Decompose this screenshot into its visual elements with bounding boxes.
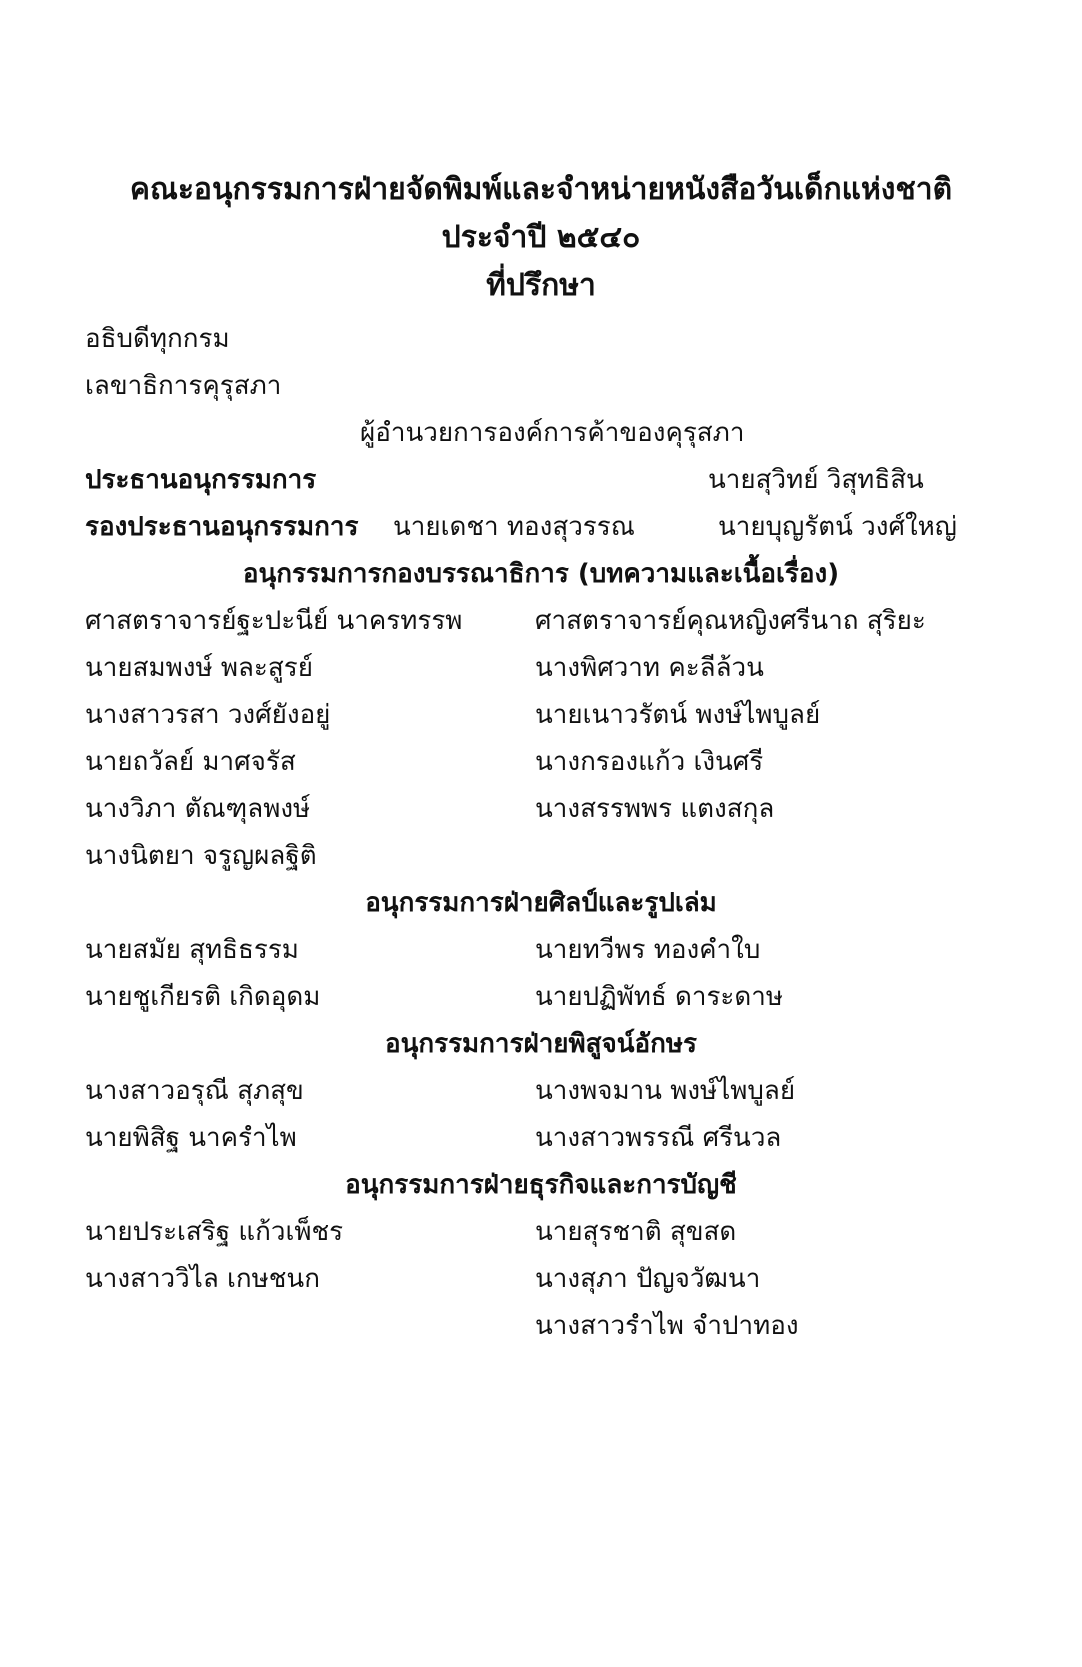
member-name: นางสาวรำไพ จำปาทอง [535, 1311, 799, 1341]
member-name: นายพิสิฐ นาครำไพ [85, 1123, 297, 1153]
member-name: ศาสตราจารย์คุณหญิงศรีนาถ สุริยะ [535, 606, 926, 636]
advisor-item: ผู้อำนวยการองค์การค้าของคุรุสภา [360, 418, 745, 448]
member-name: นางสุภา ปัญจวัฒนา [535, 1264, 761, 1294]
section-heading: อนุกรรมการฝ่ายพิสูจน์อักษร [384, 1029, 698, 1059]
member-name: นางวิภา ตัณฑุลพงษ์ [85, 794, 311, 824]
member-name: นายถวัลย์ มาศจรัส [85, 747, 296, 777]
member-name: นางสาวอรุณี สุภสุข [85, 1076, 304, 1106]
vice-chair-label: รองประธานอนุกรรมการ [85, 512, 359, 542]
section-heading: อนุกรรมการฝ่ายศิลป์และรูปเล่ม [365, 888, 717, 918]
section-heading: อนุกรรมการฝ่ายธุรกิจและการบัญชี [345, 1170, 737, 1200]
advisors-heading: ที่ปรึกษา [486, 268, 596, 303]
member-name: นางนิตยา จรูญผลฐิติ [85, 841, 317, 871]
advisor-item: อธิบดีทุกกรม [85, 324, 230, 354]
chair-name: นายสุวิทย์ วิสุทธิสิน [708, 465, 924, 495]
member-name: นางสาวรสา วงศ์ยังอยู่ [85, 700, 331, 730]
document-year: ประจำปี ๒๕๔๐ [441, 220, 641, 255]
member-name: นายเนาวรัตน์ พงษ์ไพบูลย์ [535, 700, 821, 730]
document-title: คณะอนุกรรมการฝ่ายจัดพิมพ์และจำหน่ายหนังสือวันเด็กแห่งชาติ [129, 172, 953, 207]
member-name: นายประเสริฐ แก้วเพ็ชร [85, 1217, 344, 1247]
vice-chair-name: นายเดชา ทองสุวรรณ [393, 512, 635, 542]
member-name: นายปฏิพัทธ์ ดาระดาษ [535, 982, 784, 1012]
member-name: นายสมพงษ์ พละสูรย์ [85, 653, 313, 683]
member-name: นายชูเกียรติ เกิดอุดม [85, 982, 321, 1012]
chair-label: ประธานอนุกรรมการ [85, 465, 317, 495]
member-name: นายสมัย สุทธิธรรม [85, 935, 299, 965]
member-name: นางพจมาน พงษ์ไพบูลย์ [535, 1076, 796, 1106]
section-heading: อนุกรรมการกองบรรณาธิการ (บทความและเนื้อเรื่อง) [242, 559, 840, 589]
member-name: นางพิศวาท คะลีล้วน [535, 653, 764, 683]
member-name: นางสาวพรรณี ศรีนวล [535, 1123, 782, 1153]
member-name: นางกรองแก้ว เงินศรี [535, 747, 764, 777]
member-name: นายทวีพร ทองคำใบ [535, 935, 761, 965]
member-name: ศาสตราจารย์ฐะปะนีย์ นาครทรรพ [85, 606, 463, 636]
member-name: นางสรรพพร แตงสกุล [535, 794, 775, 824]
member-name: นางสาววิไล เกษชนก [85, 1264, 320, 1294]
advisor-item: เลขาธิการคุรุสภา [85, 371, 282, 401]
vice-chair-name: นายบุญรัตน์ วงศ์ใหญ่ [718, 512, 957, 542]
member-name: นายสุรชาติ สุขสด [535, 1217, 737, 1247]
